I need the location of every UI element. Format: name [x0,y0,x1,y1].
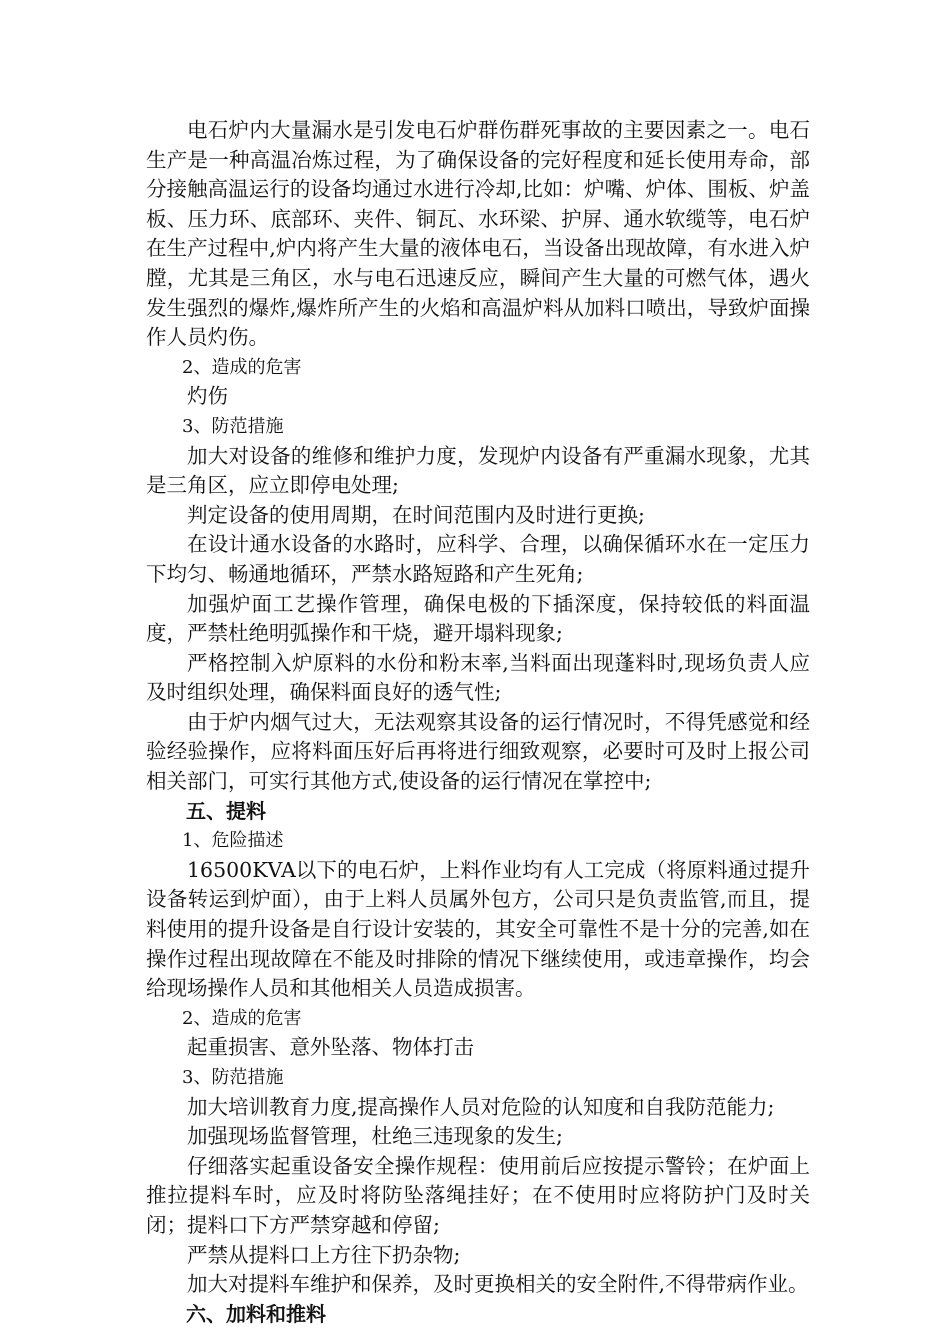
section6-title: 六、加料和推料 [186,1301,326,1326]
section4-intro-paragraph: 电石炉内大量漏水是引发电石炉群伤群死事故的主要因素之一。电石生产是一种高温冶炼过程，为了确保设备的完好程度和延长使用寿命，部分接触高温运行的设备均通过水进行冷却,比如：炉嘴、炉体、围板、炉盖板、压力环、底部环、夹件、铜瓦、水环梁、护屏、通水软缆等，电石炉在生产过程中,炉内将产生大量的液体电石，当设备出现故障，有水进入炉膛，尤其是三角区，水与电石迅速反应，瞬间产生大量的可燃气体，遇火发生强烈的爆炸,爆炸所产生的火焰和高温炉料从加料口喷出，导致炉面操作人员灼伤。 [146,118,810,350]
section5-measure-item: 仔细落实起重设备安全操作规程：使用前后应按提示警铃；在炉面上推拉提料车时，应及时将防坠落绳挂好；在不使用时应将防护门及时关闭；提料口下方严禁穿越和停留; [146,1153,810,1237]
section4-hazard-heading: 2、造成的危害 [182,356,302,378]
section5-hazard-text: 起重损害、意外坠落、物体打击 [187,1035,474,1060]
section5-measure-item: 严禁从提料口上方往下扔杂物; [187,1242,461,1267]
section5-risk-heading: 1、危险描述 [182,830,284,852]
document-page [146,116,810,1329]
section5-hazard-heading: 2、造成的危害 [182,1007,302,1029]
section5-measure-item: 加大培训教育力度,提高操作人员对危险的认知度和自我防范能力; [187,1094,775,1119]
section4-measure-item: 由于炉内烟气过大，无法观察其设备的运行情况时，不得凭感觉和经验经验操作，应将料面压好后再将进行细致观察，必要时可及时上报公司相关部门，可实行其他方式,使设备的运行情况在掌控中; [146,709,810,794]
section5-risk-text: 16500KVA以下的电石炉，上料作业均有人工完成（将原料通过提升设备转运到炉面），由于上料人员属外包方，公司只是负责监管,而且，提料使用的提升设备是自行设计安装的，其安全可靠性不是十分的完善,如在操作过程出现故障在不能及时排除的情况下继续使用，或违章操作，均会给现场操作人员和其他相关人员造成损害。 [146,857,810,1001]
section5-measures-heading: 3、防范措施 [182,1067,284,1088]
section5-measure-item: 加大对提料车维护和保养，及时更换相关的安全附件,不得带病作业。 [187,1272,809,1297]
section4-measure-item: 加强炉面工艺操作管理，确保电极的下插深度，保持较低的料面温度，严禁杜绝明弧操作和干烧，避开塌料现象; [146,591,810,646]
section4-measure-item: 判定设备的使用周期，在时间范围内及时进行更换; [187,502,645,527]
section5-measure-item: 加强现场监督管理，杜绝三违现象的发生; [187,1124,563,1149]
section4-measure-item: 加大对设备的维修和维护力度，发现炉内设备有严重漏水现象，尤其是三角区，应立即停电处理; [146,443,810,498]
section4-measure-item: 严格控制入炉原料的水份和粉末率,当料面出现蓬料时,现场负责人应及时组织处理，确保料面良好的透气性; [146,650,810,705]
section4-measure-item: 在设计通水设备的水路时，应科学、合理，以确保循环水在一定压力下均匀、畅通地循环，严禁水路短路和产生死角; [146,532,810,586]
section4-measures-heading: 3、防范措施 [182,415,284,437]
section5-title: 五、提料 [186,798,266,823]
section4-hazard-text: 灼伤 [187,384,228,409]
